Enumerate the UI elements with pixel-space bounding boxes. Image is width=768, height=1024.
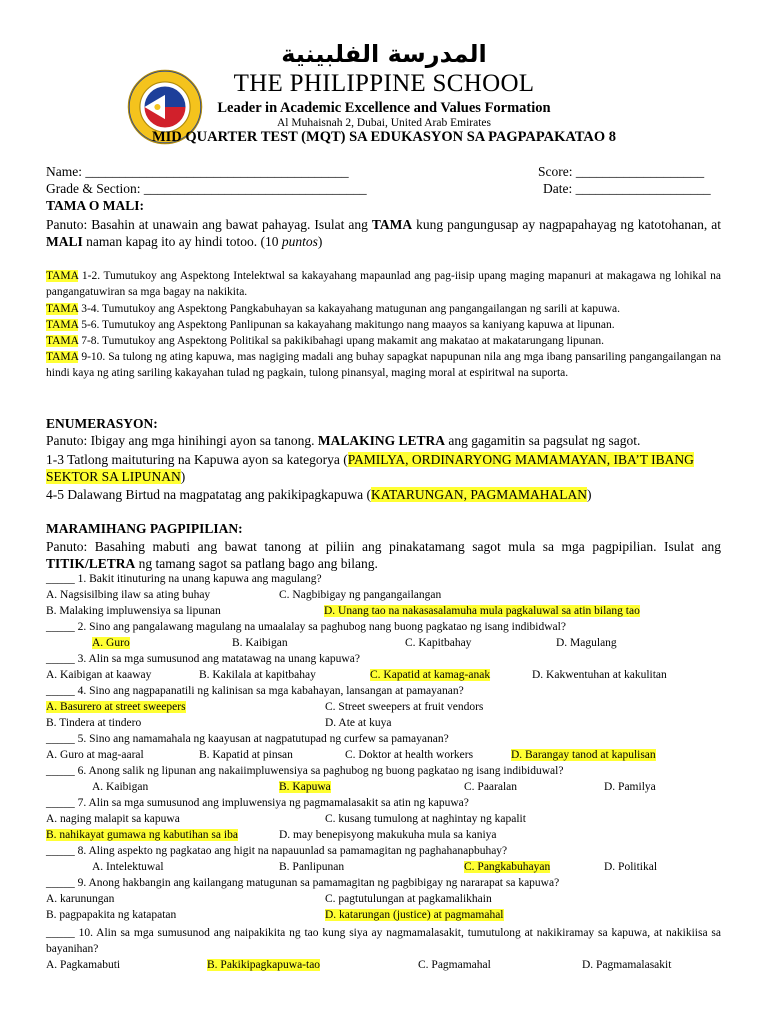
choice-5d[interactable]: D. Barangay tanod at kapulisan <box>511 749 656 761</box>
enumerasyon-item-2: 4-5 Dalawang Birtud na magpatatag ang pakikipagkapuwa (KATARUNGAN, PAGMAMAHALAN) <box>46 487 592 502</box>
choice-3b[interactable]: B. Kakilala at kapitbahay <box>199 669 316 681</box>
choice-5b[interactable]: B. Kapatid at pinsan <box>199 749 293 761</box>
test-title: MID QUARTER TEST (MQT) SA EDUKASYON SA PAGPAPAKATAO 8 <box>151 129 617 145</box>
choice-1a[interactable]: A. Nagsisilbing ilaw sa ating buhay <box>46 589 211 601</box>
question-8: _____ 8. Aling aspekto ng pagkatao ang higit na napauunlad sa pamamagitan ng paghahanapbuhay? <box>46 845 508 857</box>
choice-5c[interactable]: C. Doktor at health workers <box>345 749 474 761</box>
question-5: _____ 5. Sino ang namamahala ng kaayusan at nagpatutupad ng curfew sa pamayanan? <box>46 733 449 745</box>
question-6: _____ 6. Anong salik ng lipunan ang nakaiimpluwensiya sa paghubog ng buong pagkatao ng isang indibiduwal? <box>46 765 564 777</box>
choice-6d[interactable]: D. Pamilya <box>604 781 656 793</box>
tama-mali-heading: TAMA O MALI: <box>46 198 144 213</box>
choice-3c[interactable]: C. Kapatid at kamag-anak <box>370 669 491 681</box>
choice-8a[interactable]: A. Intelektuwal <box>92 861 164 873</box>
choice-6b[interactable]: B. Kapuwa <box>279 781 331 793</box>
choice-4d[interactable]: D. Ate at kuya <box>325 717 392 729</box>
choice-7a[interactable]: A. naging malapit sa kapuwa <box>46 813 180 825</box>
choice-6a[interactable]: A. Kaibigan <box>92 781 149 793</box>
choice-4c[interactable]: C. Street sweepers at fruit vendors <box>325 701 484 713</box>
mcq-heading: MARAMIHANG PAGPIPILIAN: <box>46 521 243 536</box>
choice-1d[interactable]: D. Unang tao na nakasasalamuha mula pagkaluwal sa atin bilang tao <box>324 605 640 617</box>
choice-1c[interactable]: C. Nagbibigay ng pangangailangan <box>279 589 442 601</box>
choice-9a[interactable]: A. karunungan <box>46 893 115 905</box>
choice-9d[interactable]: D. katarungan (justice) at pagmamahal <box>325 909 504 921</box>
name-field[interactable]: Name: _______________________________________ <box>46 164 349 179</box>
tama-mali-item: TAMA 9-10. Sa tulong ng ating kapuwa, mas nagiging madali ang buhay sapagkat napupunan nila ang mga ibang pansariling pangangailangan na hindi kaya ng ating sariling kakayahan tulad ng pagkain, tulong pinansyal, maging moral at espiritwal na suporta. <box>46 351 721 379</box>
score-field[interactable]: Score: ___________________ <box>538 164 705 179</box>
answer-highlight: KATARUNGAN, PAGMAMAHALAN <box>371 487 587 502</box>
answer-highlight: TAMA <box>46 351 79 363</box>
choice-7d[interactable]: D. may benepisyong makukuha mula sa kaniya <box>279 829 497 841</box>
answer-highlight: PAMILYA, ORDINARYONG MAMAMAYAN, IBA’T IBANG SEKTOR SA LIPUNAN <box>46 452 694 484</box>
choice-2c[interactable]: C. Kapitbahay <box>405 637 472 649</box>
choice-7c[interactable]: C. kusang tumulong at naghintay ng kapalit <box>325 813 526 825</box>
tama-mali-item: TAMA 1-2. Tumutukoy ang Aspektong Intelektwal sa kakayahang mapaunlad ang pag-iisip upang maging mapanuri at makagawa ng lohikal na pangangatuwiran sa mga bagay na nakikita. <box>46 270 721 298</box>
choice-3a[interactable]: A. Kaibigan at kaaway <box>46 669 152 681</box>
tama-mali-item: TAMA 3-4. Tumutukoy ang Aspektong Pangkabuhayan sa kakayahang matugunan ang pangangailangan ng sarili at kapuwa. <box>46 303 620 315</box>
question-7: _____ 7. Alin sa mga sumusunod ang impluwensiya ng pagmamalasakit sa atin ng kapuwa? <box>46 797 469 809</box>
choice-2b[interactable]: B. Kaibigan <box>232 637 288 649</box>
enumerasyon-heading: ENUMERASYON: <box>46 416 158 431</box>
answer-highlight: TAMA <box>46 303 79 315</box>
date-field[interactable]: Date: ____________________ <box>543 181 711 196</box>
choice-10c[interactable]: C. Pagmamahal <box>418 959 491 971</box>
choice-2d[interactable]: D. Magulang <box>556 637 617 649</box>
tama-mali-item: TAMA 7-8. Tumutukoy ang Aspektong Politikal sa pakikibahagi upang makamit ang makatao at makatarungang lipunan. <box>46 335 605 347</box>
question-1: _____ 1. Bakit itinuturing na unang kapuwa ang magulang? <box>46 573 322 585</box>
tama-mali-instruction: Panuto: Basahin at unawain ang bawat pahayag. Isulat ang TAMA kung pangungusap ay nagpapahayag ng katotohanan, at MALI naman kapag ito ay hindi totoo. (10 puntos) <box>46 217 721 249</box>
school-name: THE PHILIPPINE SCHOOL <box>233 70 535 97</box>
enumerasyon-item-1: 1-3 Tatlong maituturing na Kapuwa ayon sa kategorya (PAMILYA, ORDINARYONG MAMAMAYAN, IBA’T IBANG SEKTOR SA LIPUNAN) <box>46 452 694 484</box>
choice-10a[interactable]: A. Pagkamabuti <box>46 959 121 971</box>
choice-1b[interactable]: B. Malaking impluwensiya sa lipunan <box>46 605 221 617</box>
choice-9c[interactable]: C. pagtutulungan at pagkamalikhain <box>325 893 492 905</box>
grade-section-field[interactable]: Grade & Section: _________________________________ <box>46 181 367 196</box>
question-3: _____ 3. Alin sa mga sumusunod ang matatawag na unang kapuwa? <box>46 653 360 665</box>
choice-7b[interactable]: B. nahikayat gumawa ng kabutihan sa iba <box>46 829 238 841</box>
choice-10b[interactable]: B. Pakikipagkapuwa-tao <box>207 959 321 971</box>
answer-highlight: TAMA <box>46 335 79 347</box>
choice-8c[interactable]: C. Pangkabuhayan <box>464 861 551 873</box>
answer-highlight: TAMA <box>46 270 79 282</box>
enumerasyon-instruction: Panuto: Ibigay ang mga hinihingi ayon sa tanong. MALAKING LETRA ang gagamitin sa pagsulat ng sagot. <box>46 433 641 448</box>
school-motto: Leader in Academic Excellence and Values Formation <box>217 100 551 116</box>
choice-4b[interactable]: B. Tindera at tindero <box>46 717 142 729</box>
school-address: Al Muhaisnah 2, Dubai, United Arab Emirates <box>277 117 491 129</box>
choice-2a[interactable]: A. Guro <box>92 637 130 649</box>
choice-8d[interactable]: D. Politikal <box>604 861 658 873</box>
choice-9b[interactable]: B. pagpapakita ng katapatan <box>46 909 177 921</box>
choice-10d[interactable]: D. Pagmamalasakit <box>582 959 672 971</box>
question-4: _____ 4. Sino ang nagpapanatili ng kalinisan sa mga kabahayan, lansangan at pamayanan? <box>46 685 464 697</box>
mcq-instruction: Panuto: Basahing mabuti ang bawat tanong at piliin ang pinakatamang sagot mula sa mga pagpipilian. Isulat ang TITIK/LETRA ng tamang sagot sa patlang bago ang bilang. <box>46 539 721 571</box>
choice-5a[interactable]: A. Guro at mag-aaral <box>46 749 144 761</box>
arabic-school-name: المدرسة الفلبينية <box>281 40 487 68</box>
question-9: _____ 9. Anong hakbangin ang kailangang matugunan sa pamamagitan ng pagbibigay ng nararapat sa kapuwa? <box>46 877 560 889</box>
choice-3d[interactable]: D. Kakwentuhan at kakulitan <box>532 669 667 681</box>
answer-highlight: TAMA <box>46 319 79 331</box>
question-2: _____ 2. Sino ang pangalawang magulang na umaalalay sa paghubog nang buong pagkatao ng isang indibidwal? <box>46 621 566 633</box>
choice-6c[interactable]: C. Paaralan <box>464 781 518 793</box>
question-10: _____ 10. Alin sa mga sumusunod ang naipakikita ng tao kung siya ay nagmamalasakit, tumutulong at nakikiramay sa kapuwa, at nakikiisa sa bayanihan? <box>46 927 721 955</box>
choice-8b[interactable]: B. Panlipunan <box>279 861 345 873</box>
choice-4a[interactable]: A. Basurero at street sweepers <box>46 701 186 713</box>
tama-mali-item: TAMA 5-6. Tumutukoy ang Aspektong Panlipunan sa kakayahang makitungo nang maayos sa kaniyang kapuwa at lipunan. <box>46 319 615 331</box>
